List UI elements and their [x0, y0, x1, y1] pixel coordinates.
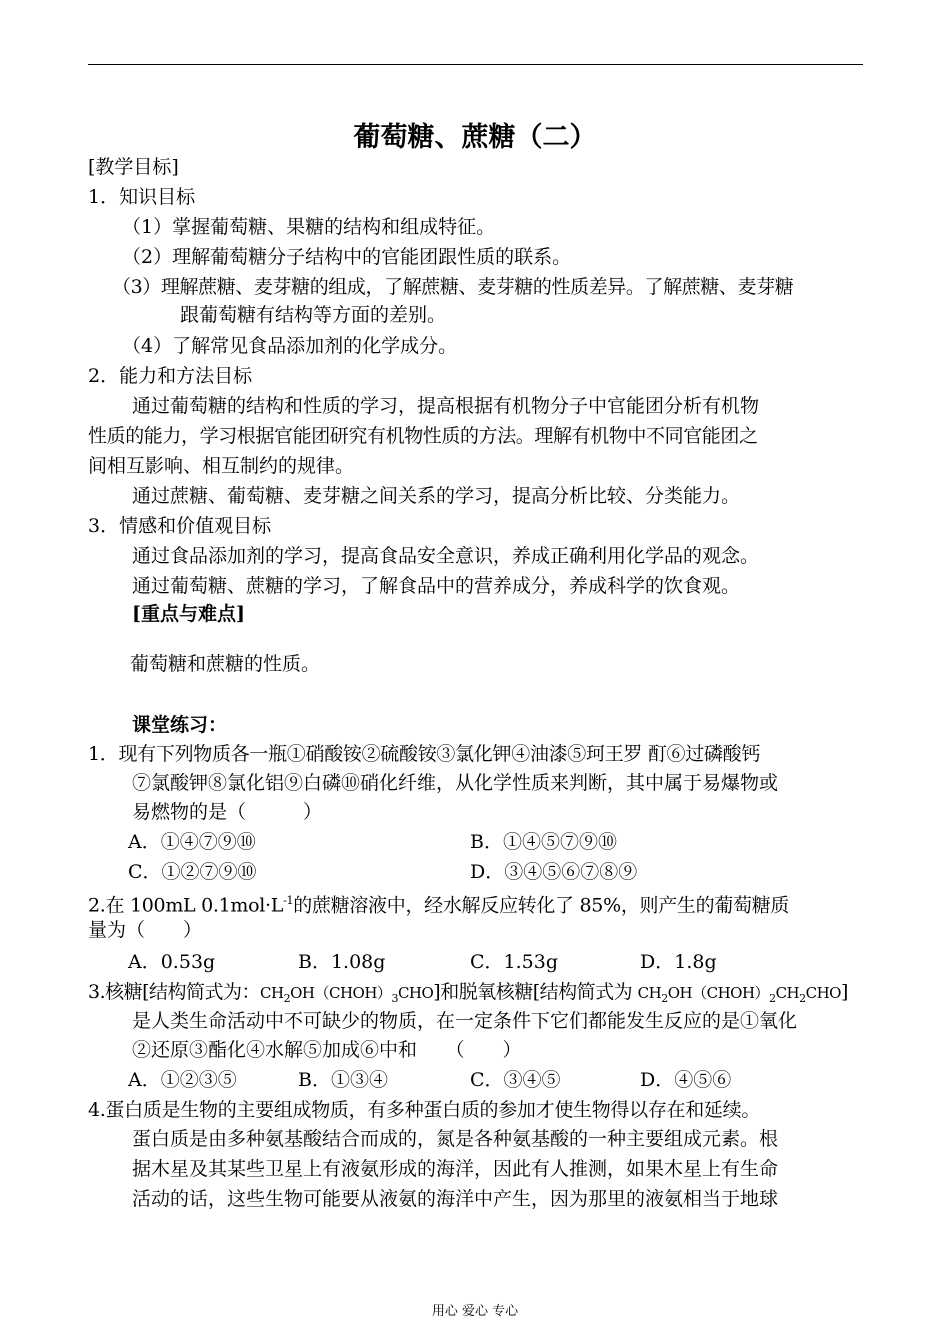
q4-line-1: 4.蛋白质是生物的主要组成物质，有多种蛋白质的参加才使生物得以存在和延续。 — [88, 1099, 761, 1121]
key-points-text: 葡萄糖和蔗糖的性质。 — [130, 653, 321, 675]
q3-f1a: CH — [260, 984, 284, 1002]
knowledge-heading: 1．知识目标 — [88, 186, 196, 208]
q3-f1b: 2 — [283, 992, 291, 1005]
q1-option-a: A．①④⑦⑨⑩ — [128, 831, 256, 853]
q2-option-b: B．1.08g — [298, 951, 386, 973]
page-title: 葡萄糖、蔗糖（二） — [353, 122, 597, 153]
q3-option-a: A．①②③⑤ — [128, 1069, 237, 1091]
q3-option-d: D．④⑤⑥ — [640, 1069, 732, 1091]
q4-line-2: 蛋白质是由多种氨基酸结合而成的，氮是各种氨基酸的一种主要组成元素。根 — [132, 1128, 779, 1150]
q3-f2d: 2 — [769, 992, 776, 1005]
q1-option-c: C．①②⑦⑨⑩ — [128, 861, 257, 883]
q3-line-3: ②还原③酯化④水解⑤加成⑥中和 （ ） — [132, 1039, 522, 1061]
knowledge-item-3-cont: 跟葡萄糖有结构等方面的差别。 — [180, 304, 447, 326]
q1-option-b: B．①④⑤⑦⑨⑩ — [470, 831, 617, 853]
q3-f1e: CHO — [397, 984, 434, 1002]
q1-line-3: 易燃物的是（ ） — [132, 801, 323, 823]
knowledge-item-3: （3）理解蔗糖、麦芽糖的组成，了解蔗糖、麦芽糖的性质差异。了解蔗糖、麦芽糖 — [112, 276, 794, 298]
q2-option-c: C．1.53g — [470, 951, 559, 973]
q3-line-1 — [88, 980, 848, 1011]
q2-option-a: A．0.53g — [128, 951, 216, 973]
q3-f1d: 3 — [391, 992, 398, 1005]
q1-option-d: D．③④⑤⑥⑦⑧⑨ — [470, 861, 638, 883]
q3-line-2: 是人类生命活动中不可缺少的物质，在一定条件下它们都能发生反应的是①氧化 — [132, 1010, 798, 1032]
q3-f2c: OH（CHOH） — [667, 984, 770, 1002]
q3-text-3: ] — [840, 981, 848, 1003]
q3-option-c: C．③④⑤ — [470, 1069, 561, 1091]
ability-line-3: 间相互影响、相互制约的规律。 — [88, 455, 355, 477]
q3-f2f: 2 — [799, 992, 806, 1005]
page-footer: 用心 爱心 专心 — [431, 1304, 519, 1319]
ability-heading: 2．能力和方法目标 — [88, 365, 253, 387]
exercises-heading: 课堂练习： — [132, 714, 228, 736]
q3-option-b: B．①③④ — [298, 1069, 388, 1091]
q3-f1c: OH（CHOH） — [290, 984, 392, 1002]
values-heading: 3．情感和价值观目标 — [88, 515, 272, 537]
q2-text-b: 的蔗糖溶液中，经水解反应转化了 85%，则产生的葡萄糖质 — [293, 894, 790, 917]
values-line-1: 通过食品添加剂的学习，提高食品安全意识，养成正确利用化学品的观念。 — [132, 545, 760, 567]
ability-line-4: 通过蔗糖、葡萄糖、麦芽糖之间关系的学习，提高分析比较、分类能力。 — [132, 485, 741, 507]
q3-formula-ribose — [260, 984, 434, 1005]
q2-line-1 — [88, 889, 789, 917]
q4-line-4: 活动的话，这些生物可能要从液氨的海洋中产生，因为那里的液氨相当于地球 — [132, 1188, 779, 1210]
q3-f2a: CH — [637, 984, 662, 1002]
q3-f2e: CH — [775, 984, 800, 1002]
q3-f2b: 2 — [661, 992, 668, 1005]
q2-option-d: D．1.8g — [640, 951, 717, 973]
q1-line-2: ⑦氯酸钾⑧氯化铝⑨白磷⑩硝化纤维，从化学性质来判断，其中属于易爆物或 — [132, 772, 779, 794]
objectives-heading: [教学目标] — [88, 156, 179, 178]
ability-line-1: 通过葡萄糖的结构和性质的学习，提高根据有机物分子中官能团分析有机物 — [132, 395, 760, 417]
q3-text-2: ]和脱氧核糖[结构简式为 — [433, 981, 638, 1003]
values-line-2: 通过葡萄糖、蔗糖的学习，了解食品中的营养成分，养成科学的饮食观。 — [132, 575, 741, 597]
knowledge-item-4: （4）了解常见食品添加剂的化学成分。 — [122, 335, 458, 357]
knowledge-item-2: （2）理解葡萄糖分子结构中的官能团跟性质的联系。 — [122, 246, 572, 268]
knowledge-item-1: （1）掌握葡萄糖、果糖的结构和组成特征。 — [122, 216, 496, 238]
q3-text-1: 3.核糖[结构简式为： — [88, 981, 261, 1003]
q2-text-a: 2.在 100mL 0.1mol·L — [88, 894, 284, 917]
header-rule — [88, 64, 863, 65]
q1-line-1: 1．现有下列物质各一瓶①硝酸铵②硫酸铵③氯化钾④油漆⑤珂王罗 酊⑥过磷酸钙 — [88, 743, 761, 765]
key-points-heading: [重点与难点] — [132, 603, 245, 625]
q2-line-2: 量为（ ） — [88, 919, 203, 941]
q3-formula-deoxyribose — [637, 984, 841, 1005]
q4-line-3: 据木星及其某些卫星上有液氨形成的海洋，因此有人推测，如果木星上有生命 — [132, 1158, 779, 1180]
q2-superscript: -1 — [283, 894, 294, 907]
ability-line-2: 性质的能力，学习根据官能团研究有机物性质的方法。理解有机物中不同官能团之 — [88, 425, 758, 447]
q3-f2g: CHO — [805, 984, 841, 1002]
